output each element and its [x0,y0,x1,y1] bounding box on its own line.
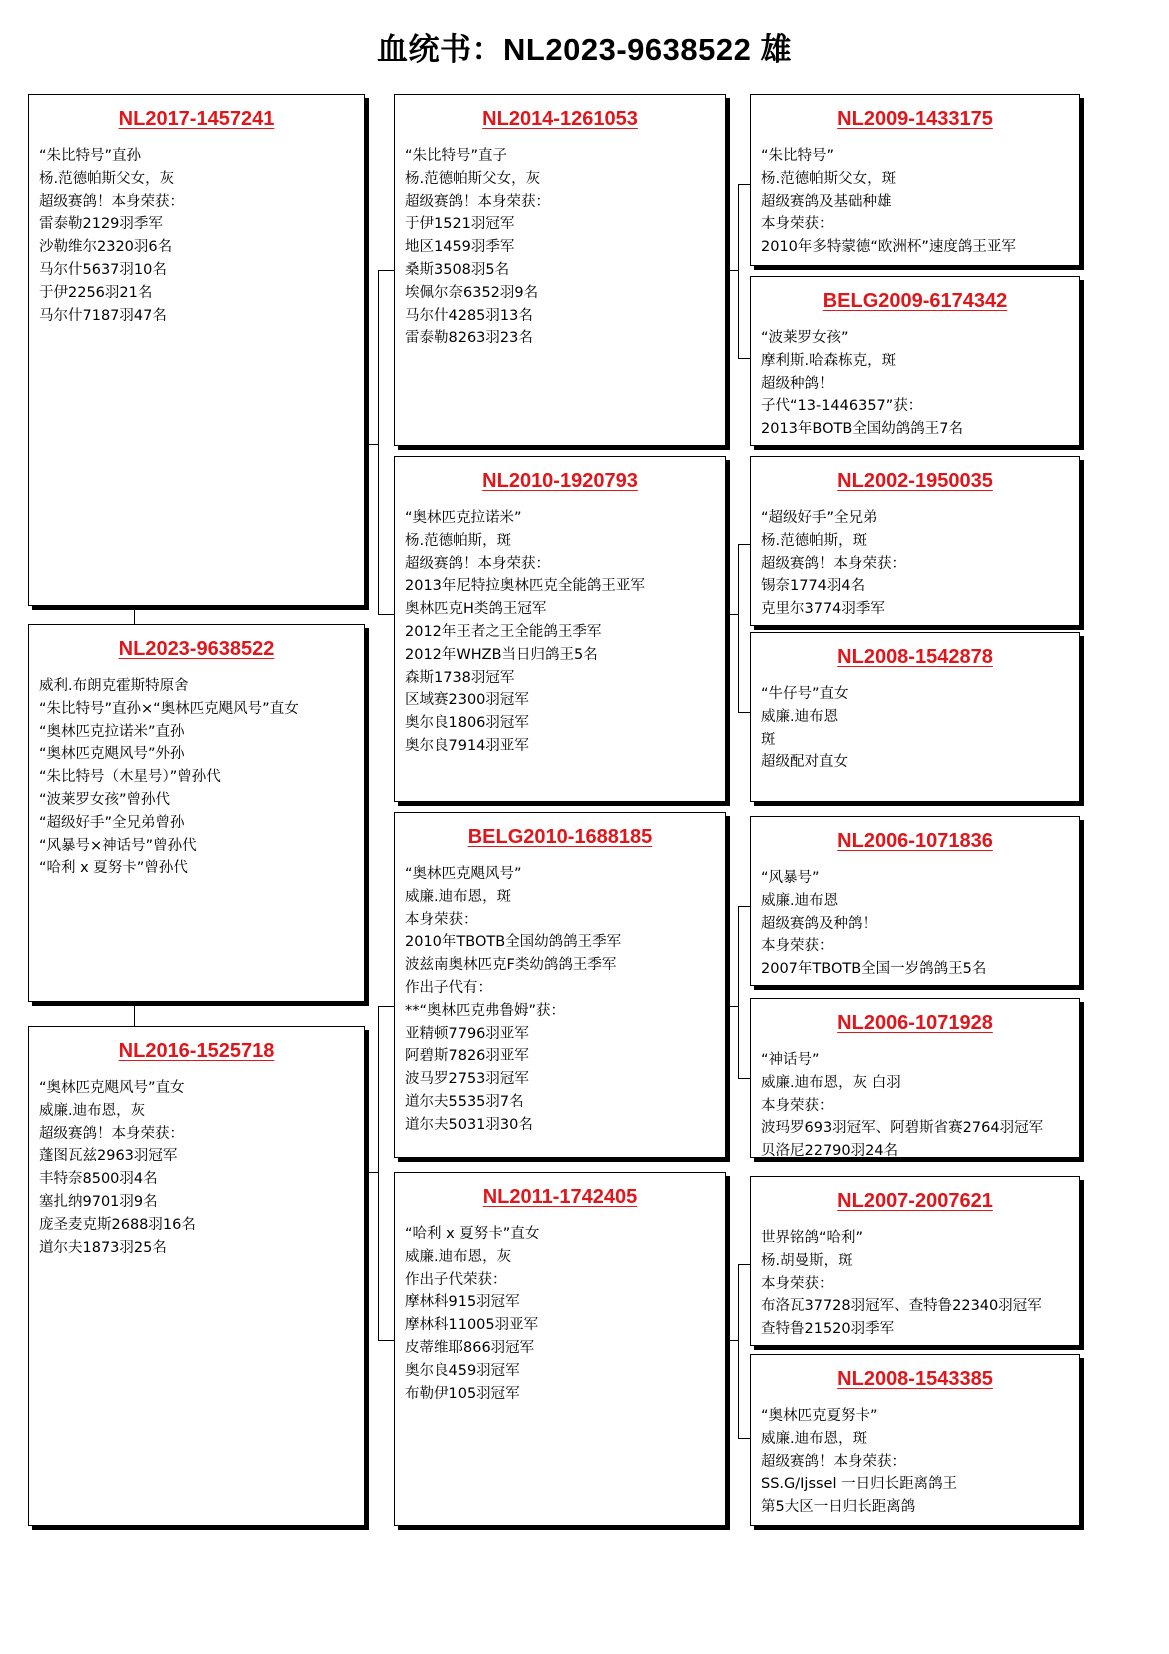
pedigree-line: “奥林匹克拉诺米” [405,510,522,526]
pedigree-line: “朱比特号” [761,148,835,164]
pedigree-line: 杨.范德帕斯父女，灰 [405,170,541,187]
ring-number: NL2010-1920793 [482,470,638,492]
pedigree-line: 超级赛鸽！本身荣获： [39,193,184,210]
pedigree-text [29,145,364,327]
pedigree-line: 雷泰勒2129羽季军 [39,216,163,233]
pedigree-line: “朱比特号”直子 [405,148,508,164]
pedigree-line: 超级种鸽！ [761,375,834,392]
pedigree-line: 道尔夫5031羽30名 [405,1116,533,1133]
pedigree-line: “神话号” [761,1052,820,1068]
dam-dam-card [394,1172,726,1526]
ring-number: NL2007-2007621 [837,1190,993,1212]
pedigree-text [751,145,1079,259]
ds-sire-card [750,816,1080,986]
pedigree-line: 威廉.迪布恩，灰 [405,1248,512,1265]
pedigree-line: 2013年尼特拉奥林匹克全能鸽王亚军 [405,578,645,595]
connector-line [738,906,739,1078]
sire-card [28,94,365,606]
pedigree-line: 波马罗2753羽冠军 [405,1071,529,1088]
pedigree-line: 超级配对直女 [761,754,848,771]
pedigree-line: 雷泰勒8263羽23名 [405,330,533,347]
pedigree-line: “风暴号” [761,870,820,886]
connector-line [738,544,739,712]
pedigree-line: 区域赛2300羽冠军 [405,692,529,709]
pedigree-line: “哈利 x 夏努卡”曾孙代 [39,860,188,877]
pedigree-text [395,507,725,758]
ring-number: NL2014-1261053 [482,108,638,130]
connector-line [378,1006,394,1007]
ring-number: NL2008-1543385 [837,1368,993,1390]
pedigree-line: 斑 [761,731,776,748]
pedigree-line: “牛仔号”直女 [761,686,849,702]
connector-line [738,358,750,359]
pedigree-line: 阿碧斯7826羽亚军 [405,1048,529,1065]
ring-number: NL2017-1457241 [118,108,275,130]
pedigree-line: 2012年WHZB当日归鸽王5名 [405,646,598,663]
ring-number: NL2016-1525718 [118,1040,275,1062]
connector-line [365,1172,378,1173]
pedigree-line: 摩利斯.哈森栋克，斑 [761,352,897,369]
pedigree-line: 布洛瓦37728羽冠军、查特鲁22340羽冠军 [761,1298,1042,1315]
pedigree-line: 2012年王者之王全能鸽王季军 [405,623,602,640]
pedigree-line: “哈利 x 夏努卡”直女 [405,1226,540,1242]
pedigree-line: 查特鲁21520羽季军 [761,1321,895,1338]
connector-line [378,1340,394,1341]
pedigree-line: “奥林匹克飓风号”外孙 [39,746,185,763]
pedigree-text [751,327,1079,441]
pedigree-line: 庞圣麦克斯2688羽16名 [39,1216,196,1233]
pedigree-line: 奥林匹克H类鸽王冠军 [405,601,547,618]
page-title: 血统书：NL2023-9638522 雄 [377,32,792,67]
pedigree-line: 马尔什4285羽13名 [405,307,533,324]
pedigree-line: “奥林匹克夏努卡” [761,1408,878,1424]
connector-line [365,444,378,445]
pedigree-text [29,675,364,880]
pedigree-line: 超级赛鸽！本身荣获： [761,555,906,572]
pedigree-line: 2013年BOTB全国幼鸽鸽王7名 [761,421,964,438]
pedigree-line: 塞扎纳9701羽9名 [39,1193,158,1210]
pedigree-line: 世界铭鸽“哈利” [761,1230,864,1246]
pedigree-line: 贝洛尼22790羽24名 [761,1143,899,1160]
dam-card [28,1026,365,1526]
pedigree-line: 2010年多特蒙德“欧洲杯”速度鸽王亚军 [761,239,1016,256]
dd-dam-card [750,1354,1080,1526]
pedigree-line: **“奥林匹克弗鲁姆”获： [405,1002,566,1019]
pedigree-line: 杨.范德帕斯父女，斑 [761,170,897,187]
connector-line [134,1002,135,1026]
pedigree-line: 摩林科915羽冠军 [405,1294,520,1311]
pedigree-line: “奥林匹克飓风号”直女 [39,1080,185,1096]
pedigree-line: 杨.范德帕斯，斑 [405,532,512,549]
sd-sire-card [750,456,1080,626]
dam-sire-card [394,812,726,1158]
ring-number: NL2009-1433175 [837,108,993,130]
connector-line [378,614,394,615]
pedigree-line: 威利.布朗克霍斯特原舍 [39,678,189,694]
pedigree-line: 克里尔3774羽季军 [761,601,885,618]
pedigree-line: 奥尔良7914羽亚军 [405,737,529,754]
pedigree-line: 皮蒂维耶866羽冠军 [405,1339,535,1356]
pedigree-line: “超级好手”全兄弟 [761,510,878,526]
ring-number: NL2023-9638522 [118,638,275,660]
pedigree-line: “超级好手”全兄弟曾孙 [39,814,185,831]
subject-card [28,624,365,1002]
sd-dam-card [750,632,1080,802]
pedigree-line: “奥林匹克飓风号” [405,866,522,882]
pedigree-line: 桑斯3508羽5名 [405,261,510,278]
pedigree-line: 波兹南奥林匹克F类幼鸽鸽王季军 [405,957,617,974]
pedigree-text [395,1223,725,1405]
pedigree-line: 地区1459羽季军 [405,239,515,256]
pedigree-line: “朱比特号”直孙×“奥林匹克飓风号”直女 [39,700,299,717]
pedigree-line: 锡奈1774羽4名 [761,578,866,595]
pedigree-line: 道尔夫1873羽25名 [39,1239,167,1256]
pedigree-line: 作出子代有： [405,979,492,996]
pedigree-line: 超级赛鸽！本身荣获： [405,193,550,210]
connector-line [738,1264,739,1438]
pedigree-line: 超级赛鸽！本身荣获： [39,1125,184,1142]
pedigree-line: 作出子代荣获： [405,1271,507,1288]
connector-line [378,270,394,271]
pedigree-text [395,863,725,1137]
pedigree-line: 摩林科11005羽亚军 [405,1317,539,1334]
pedigree-line: 威廉.迪布恩 [761,892,839,909]
connector-line [738,1078,750,1079]
pedigree-text [751,1405,1079,1519]
pedigree-line: 第5大区一日归长距离鸽 [761,1499,916,1516]
pedigree-line: 超级赛鸽及基础种雄 [761,193,892,210]
connector-line [726,1340,738,1341]
connector-line [738,544,750,545]
pedigree-line: “朱比特号”直孙 [39,148,142,164]
connector-line [378,1006,379,1340]
pedigree-line: 本身荣获： [405,911,478,928]
ss-dam-card [750,276,1080,446]
sire-dam-card [394,456,726,802]
connector-line [738,712,750,713]
connector-line [738,906,750,907]
pedigree-line: 本身荣获： [761,938,834,955]
pedigree-line: 奥尔良1806羽冠军 [405,715,529,732]
pedigree-line: 埃佩尔奈6352羽9名 [405,284,539,301]
pedigree-line: 奥尔良459羽冠军 [405,1362,520,1379]
pedigree-line: 蓬图瓦兹2963羽冠军 [39,1148,178,1165]
ss-sire-card [750,94,1080,266]
pedigree-text [751,507,1079,621]
pedigree-line: 本身荣获： [761,216,834,233]
connector-line [738,184,750,185]
pedigree-text [751,867,1079,981]
pedigree-line: 超级赛鸽！本身荣获： [761,1453,906,1470]
ring-number: NL2006-1071928 [837,1012,993,1034]
pedigree-line: 丰特奈8500羽4名 [39,1171,158,1188]
connector-line [738,184,739,358]
pedigree-text [29,1077,364,1259]
pedigree-text [751,1049,1079,1163]
pedigree-text [751,683,1079,774]
pedigree-line: 威廉.迪布恩，灰 白羽 [761,1074,901,1091]
pedigree-line: “朱比特号（木星号）”曾孙代 [39,769,221,786]
pedigree-line: 威廉.迪布恩，灰 [39,1102,146,1119]
connector-line [378,270,379,614]
pedigree-line: 超级赛鸽！本身荣获： [405,555,550,572]
pedigree-line: “波莱罗女孩”曾孙代 [39,791,171,808]
pedigree-line: 杨.范德帕斯，斑 [761,532,868,549]
sire-sire-card [394,94,726,446]
pedigree-line: 马尔什5637羽10名 [39,261,167,278]
pedigree-line: 威廉.迪布恩 [761,708,839,725]
pedigree-line: 波玛罗693羽冠军、阿碧斯省赛2764羽冠军 [761,1120,1044,1137]
ring-number: BELG2009-6174342 [822,290,1008,312]
pedigree-line: 沙勒维尔2320羽6名 [39,239,173,256]
pedigree-line: 超级赛鸽及种鸽！ [761,915,877,932]
connector-line [738,1438,750,1439]
pedigree-line: 布勒伊105羽冠军 [405,1385,520,1402]
connector-line [726,1006,738,1007]
connector-line [738,1264,750,1265]
pedigree-line: 2007年TBOTB全国一岁鸽鸽王5名 [761,961,987,978]
pedigree-line: 于伊1521羽冠军 [405,216,515,233]
ds-dam-card [750,998,1080,1158]
pedigree-line: 马尔什7187羽47名 [39,307,167,324]
ring-number: NL2006-1071836 [837,830,993,852]
pedigree-line: 本身荣获： [761,1097,834,1114]
pedigree-line: 2010年TBOTB全国幼鸽鸽王季军 [405,934,622,951]
pedigree-line: 子代“13-1446357”获： [761,398,923,415]
pedigree-text [751,1227,1079,1341]
ring-number: NL2002-1950035 [837,470,993,492]
pedigree-line: 杨.胡曼斯，斑 [761,1252,853,1269]
pedigree-line: 于伊2256羽21名 [39,284,153,301]
pedigree-line: 威廉.迪布恩，斑 [405,888,512,905]
pedigree-line: 亚精顿7796羽亚军 [405,1025,529,1042]
pedigree-line: “风暴号×神话号”曾孙代 [39,837,197,854]
pedigree-line: 杨.范德帕斯父女，灰 [39,170,175,187]
pedigree-line: “奥林匹克拉诺米”直孙 [39,723,185,740]
pedigree-line: 本身荣获： [761,1275,834,1292]
ring-number: NL2011-1742405 [482,1186,638,1208]
pedigree-line: “波莱罗女孩” [761,330,849,346]
connector-line [726,270,738,271]
pedigree-line: SS.G/Ijssel 一日归长距离鸽王 [761,1476,958,1493]
pedigree-line: 威廉.迪布恩，斑 [761,1430,868,1447]
pedigree-line: 道尔夫5535羽7名 [405,1093,524,1110]
connector-line [726,614,738,615]
ring-number: BELG2010-1688185 [467,826,653,848]
pedigree-text [395,145,725,350]
connector-line [134,606,135,624]
ring-number: NL2008-1542878 [837,646,993,668]
pedigree-line: 森斯1738羽冠军 [405,669,515,686]
dd-sire-card [750,1176,1080,1346]
